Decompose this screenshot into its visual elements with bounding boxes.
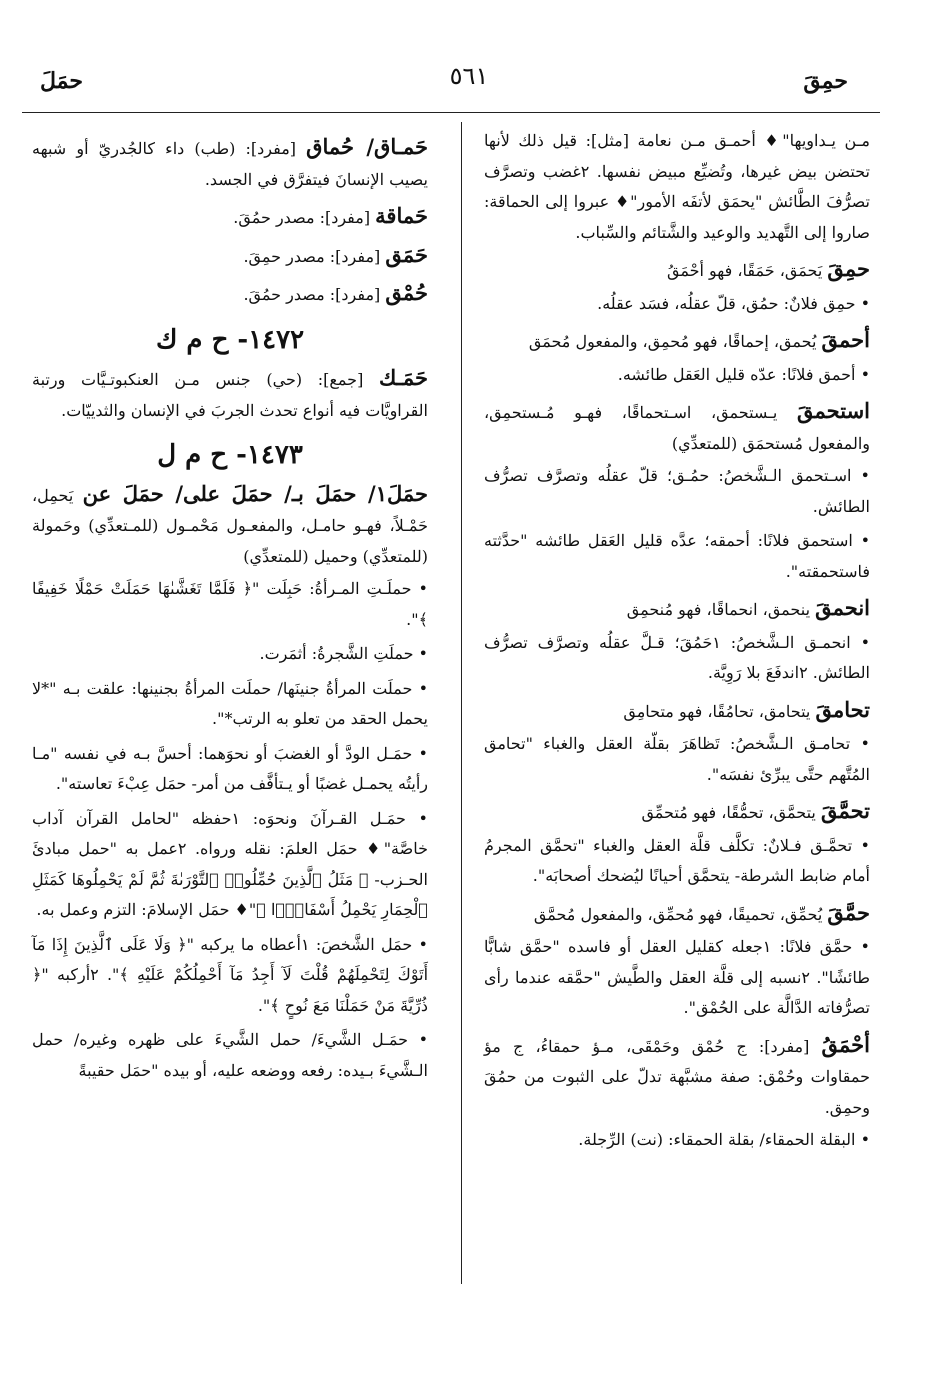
dictionary-entry	[32, 201, 428, 234]
definition-paragraph: • أحمق فلانًا: عدّه قليل العَقل طائشه.	[617, 364, 870, 384]
entry-definition: [مفرد]: ج حُمْق وحَمْقَى، مـؤ حمقاءُ، ج مؤ حمقاوات وحُمْق: صفة مشبَّهة تدلّ على الثبوت من حمُقَ وحمِق.	[484, 1036, 870, 1117]
definition-paragraph: • تحمَّـق فـلانٌ: تكلَّف قلَّة العقل والغباء "تحمَّق المجرمُ أمام ضابط الشرطة- يتحمَّق أحيانًا ليُضحك أصحابَه".	[484, 835, 870, 885]
right-column	[484, 126, 870, 1160]
entry-definition: يَحمِل، حَمْـلاً، فهـو حامـل، والمفعـول مَحْمـول (للمـتعدِّي) وحَمولة (للمتعدِّي) وحميل (للمتعدِّي)	[32, 485, 428, 566]
headword: تحامقَ	[815, 696, 870, 722]
header-last-word: حمَلَ	[40, 68, 83, 94]
entry-definition: [مفرد]: مصدر حمِقَ.	[243, 246, 386, 266]
entry-definition: [مفرد]: (طب) داء كالجُدريّ أو شبهه يصيب الإنسانَ فيتفرَّق في الجسد.	[32, 139, 428, 189]
entry-definition: يتحامق، تحامُقًا، فهو متحامِق	[623, 701, 816, 721]
definition-paragraph: • حملَتِ الشَّجرةُ: أثمَرت.	[259, 644, 428, 663]
entry-definition: يَحمَق، حَمَقًا، فهو أحْمَقُ	[666, 261, 828, 280]
headword: حَمَـك	[379, 365, 428, 390]
dictionary-entry	[32, 363, 428, 426]
definition-paragraph: • تحامـق الـشَّخصُ: تَظاهَرَ بقلّة العقل والغباء "تحامق المُتَّهم حتَّى يبرِّئ نفسَه".	[484, 734, 870, 784]
headword: انحمقَ	[815, 595, 870, 620]
headword: حَماقة	[375, 203, 428, 228]
headword: تحمَّقَ	[820, 798, 870, 823]
definition-paragraph: • حمَـل الودَّ أو الغضبَ أو نحوَهما: أحسَّ بـه في نفسه "مـا رأيتُه يحمـل غضبًا أو يـتأفَّف من أمر- حمَل عِبْءَ تعاسته".	[32, 743, 428, 793]
definition-paragraph: • حمَل الشَّخصَ: ١أعطاه ما يركبه "﴿ وَلَا عَلَى ٱلَّذِينَ إِذَا مَآ أَتَوْكَ لِتَحْمِلَهُمْ قُلْتَ لَآ أَجِدُ مَآ أَحْمِلُكُمْ عَلَيْهِ ﴾". ٢أركبه "﴿ ذُرِّيَّةَ مَنْ حَمَلْنَا مَعَ نُوحٍ ﴾".	[32, 934, 429, 1015]
dictionary-entry	[32, 132, 428, 195]
header-rule	[22, 112, 880, 113]
headword: حُمْق	[385, 280, 428, 305]
page-header	[30, 58, 908, 98]
definition-paragraph: مـن يـداويها"♦ أحمـق مـن نعامة [مثل]: قيل ذلك لأنها تحتضن بيض غيرها، وتُضيِّع مبيض نفسها. ٢غضب وتصرَّف تصرُّفَ الطَّائش "يحمَق لأتفَه الأمور"♦ عبروا إلى الحماقة: صاروا إلى التَّهديد والوعيد والشَّتائم والسِّباب.	[484, 131, 870, 242]
definition-paragraph: • حمَـل الشَّيءَ/ حمل الشَّيءَ على ظهره وغيره/ حمل الـشَّيءَ بـيده: رفعه ووضعه عليه، أو بيده "حمَل حقيبةً	[32, 1030, 428, 1080]
headword: أحمقَ	[821, 327, 870, 352]
dictionary-entry	[32, 278, 428, 311]
headword: استحمقَ	[797, 398, 870, 423]
headword: حَمَق	[385, 241, 428, 267]
definition-paragraph: • حمَّق فلانًا: ١جعله كقليل العقل أو فاسده "حمَّق شابًّا طائشًا". ٢نسبه إلى قلَّة العقل والطَّيش "حمَّقه عندما رأى تصرُّفاته الدَّالَّة على الحُمْق".	[484, 937, 870, 1017]
entry-definition: [مفرد]: مصدر حمُقَ.	[233, 208, 376, 227]
definition-paragraph: • حملَت المرأةُ جنينَها/ حملَت المرأةُ بجنينها: علقت بـه "*لا يحمل الحقد من تعلو به الرتب*".	[32, 678, 428, 728]
root-heading: ١٤٧٢- ح م ك	[155, 324, 305, 355]
dictionary-entry	[484, 325, 870, 358]
left-column	[32, 126, 428, 1090]
dictionary-entry	[484, 898, 870, 931]
definition-paragraph: • استحمق فلانًا: أحمقه؛ عدَّه قليل العَقل طائشه "حدَّثته فاستحمقته".	[484, 531, 870, 581]
column-divider	[461, 122, 462, 1284]
entry-definition: يـستحمق، اسـتحماقًا، فهـو مُـستحمِق، والمفعول مُستحمَق (للمتعدِّي)	[484, 403, 870, 453]
dictionary-entry	[484, 796, 870, 829]
header-first-word: حمِقَ	[803, 68, 848, 94]
entry-definition: [جمع]: (حي) جنس مـن العنكبوتـيَّات ورتبة القراويَّات فيه أنواع تحدث الجربَ في الإنسان والثدييّات.	[32, 370, 428, 420]
dictionary-entry	[32, 240, 428, 273]
definition-paragraph: • حملَـتِ المـرأةُ: حَبِلَت "﴿ فَلَمَّا تَغَشَّىٰهَا حَمَلَتْ حَمْلًا خَفِيفًا ﴾".	[32, 579, 428, 629]
dictionary-entry	[32, 479, 428, 573]
headword: حمَّقَ	[827, 899, 870, 925]
headword: حمِقَ	[827, 256, 870, 281]
definition-paragraph: • انحمـق الـشَّخصُ: ١حَمُقَ؛ قـلَّ عقلُه وتصرَّف تصرُّف الطائش. ٢اندفَعَ بلا رَوِيَّة.	[484, 632, 871, 682]
dictionary-entry	[484, 1030, 870, 1124]
entry-definition: ينحمق، انحماقًا، فهو مُنحمِق	[626, 600, 816, 619]
page-number: ٥٦١	[449, 62, 489, 90]
headword: أحْمَقُ	[821, 1031, 870, 1057]
root-heading: ١٤٧٣- ح م ل	[157, 440, 303, 470]
dictionary-entry	[484, 695, 870, 728]
headword: حمَلَ١/ حمَلَ بـ/ حمَلَ على/ حمَلَ عن	[82, 480, 429, 506]
entry-definition: [مفرد]: مصدر حمُقَ.	[243, 285, 386, 304]
definition-paragraph: • حمَـل القـرآنَ ونحوَه: ١حفظه "لحامل القرآن آداب خاصَّة"♦ حمَل العلمَ: نقله ورواه. ٢عمل به "حمل مبادئَ الحـزب- ﴿ مَثَلُ ٱلَّذِينَ حُمِّلُوا۟ ٱلتَّوْرَىٰةَ ثُمَّ لَمْ يَحْمِلُوهَا كَمَثَلِ ٱلْحِمَارِ يَحْمِلُ أَسْفَارًۢا ﴾"♦ حمَل الإسلامَ: التزم وعمل به.	[32, 808, 428, 919]
dictionary-entry	[484, 593, 870, 626]
definition-paragraph: • حمِق فلانٌ: حمُق، قلّ عقلُه، فسَد عقلُه.	[597, 293, 870, 313]
dictionary-entry	[484, 254, 870, 287]
entry-definition: يُحمق، إحماقًا، فهو مُحمِق، والمفعول مُحمَق	[528, 332, 822, 351]
definition-paragraph: • اسـتحمق الـشَّخصُ: حمُـق؛ قلّ عقلُه وتصرَّف تصرُّف الطائش.	[484, 466, 870, 516]
headword: حَمـاق/ حُماق	[306, 134, 429, 159]
entry-definition: يُحمِّق، تحميقًا، فهو مُحمِّق، والمفعول مُحمَّق	[533, 904, 828, 924]
entry-definition: يتحمَّق، تحمُّقًا، فهو مُتحمِّق	[641, 803, 821, 822]
dictionary-entry	[484, 396, 870, 459]
definition-paragraph: • البقلة الحمقاء/ بقلة الحمقاء: (نت) الرِّجلة.	[578, 1130, 870, 1149]
